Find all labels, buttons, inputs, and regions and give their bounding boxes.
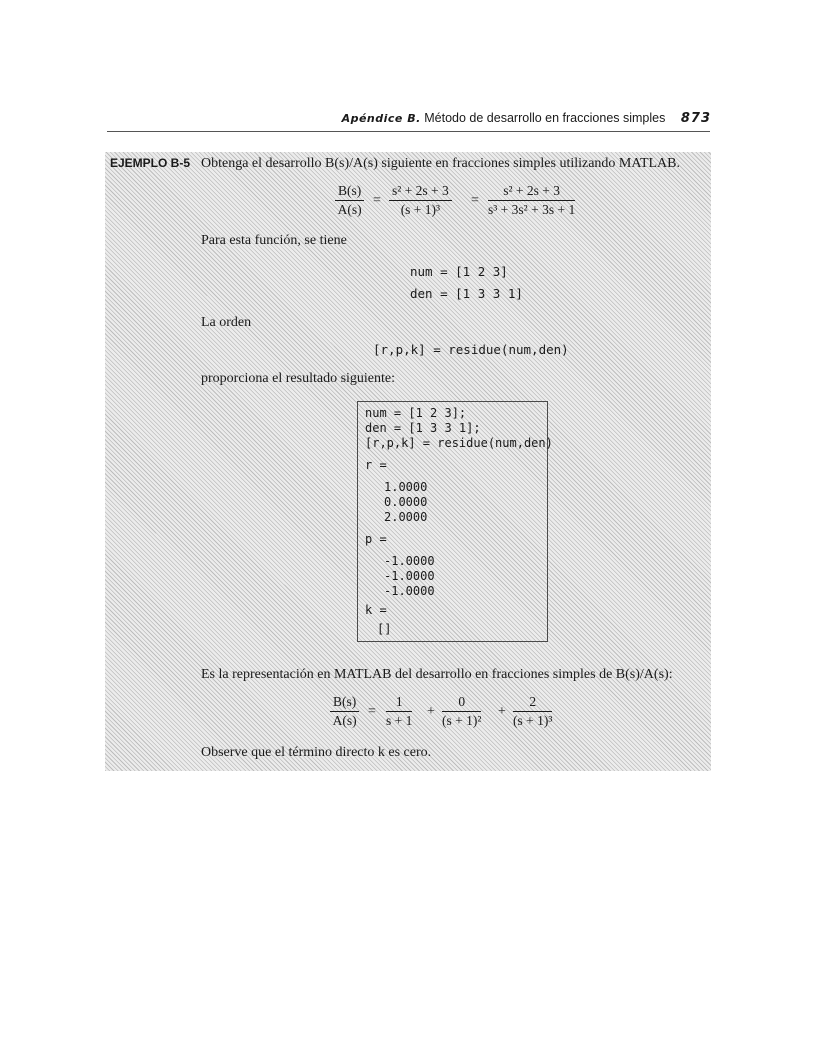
appendix-label: Apéndice B. <box>341 112 421 125</box>
eq2-t3-den: (s + 1)³ <box>513 713 553 728</box>
eq2-lhs-num: B(s) <box>330 694 359 712</box>
page-number: 873 <box>680 111 711 126</box>
example-intro: Obtenga el desarrollo B(s)/A(s) siguiente en fracciones simples utilizando MATLAB. <box>201 156 680 171</box>
code-line: k = <box>365 603 387 617</box>
code-line: [r,p,k] = residue(num,den) <box>365 436 553 450</box>
header-title: Método de desarrollo en fracciones simples <box>424 111 666 125</box>
residue-command: [r,p,k] = residue(num,den) <box>373 342 569 357</box>
code-line: num = [1 2 3]; <box>365 406 467 420</box>
eq1-lhs-fraction <box>335 183 364 218</box>
code-line: den = [1 3 3 1]; <box>365 421 481 435</box>
eq2-plus-1: + <box>427 704 435 719</box>
eq1-rhs-den: s³ + 3s² + 3s + 1 <box>488 202 576 217</box>
eq1-lhs-num: B(s) <box>335 183 364 201</box>
eq2-lhs-den: A(s) <box>332 713 357 728</box>
eq2-plus-2: + <box>498 704 506 719</box>
para-note: Observe que el término directo k es cero. <box>201 745 432 760</box>
den-line: den = [1 3 3 1] <box>410 286 523 301</box>
example-label: EJEMPLO B-5 <box>110 156 191 170</box>
eq1-equals-2: = <box>471 193 479 208</box>
para-result: proporciona el resultado siguiente: <box>201 371 395 386</box>
code-line: [] <box>377 622 392 636</box>
eq2-term3-fraction <box>513 694 552 729</box>
matlab-output-box <box>357 401 553 642</box>
code-line: r = <box>365 458 387 472</box>
code-line: 0.0000 <box>384 495 428 509</box>
eq1-rhs-num: s² + 2s + 3 <box>488 183 575 201</box>
para-function: Para esta función, se tiene <box>201 233 347 248</box>
para-representation: Es la representación en MATLAB del desarrollo en fracciones simples de B(s)/A(s): <box>201 667 673 682</box>
code-line: p = <box>365 532 387 546</box>
eq2-equals: = <box>368 704 376 719</box>
eq2-t2-num: 0 <box>442 694 481 712</box>
eq2-t1-num: 1 <box>386 694 412 712</box>
code-line: -1.0000 <box>384 584 435 598</box>
para-order: La orden <box>201 315 252 330</box>
eq1-rhs-fraction <box>488 183 575 218</box>
eq2-t1-den: s + 1 <box>386 713 413 728</box>
eq2-term1-fraction <box>386 694 412 729</box>
eq2-term2-fraction <box>442 694 481 729</box>
eq2-t3-num: 2 <box>513 694 552 712</box>
code-line: 1.0000 <box>384 480 428 494</box>
code-line: -1.0000 <box>384 569 435 583</box>
eq2-t2-den: (s + 1)² <box>442 713 482 728</box>
eq1-mid-num: s² + 2s + 3 <box>389 183 452 201</box>
num-line: num = [1 2 3] <box>410 264 508 279</box>
running-header <box>342 111 711 126</box>
code-line: -1.0000 <box>384 554 435 568</box>
eq1-mid-fraction <box>389 183 452 218</box>
eq1-lhs-den: A(s) <box>337 202 362 217</box>
header-rule <box>107 131 710 132</box>
eq1-mid-den: (s + 1)³ <box>400 202 441 217</box>
eq1-equals-1: = <box>373 193 381 208</box>
eq2-lhs-fraction <box>330 694 359 729</box>
code-line: 2.0000 <box>384 510 428 524</box>
